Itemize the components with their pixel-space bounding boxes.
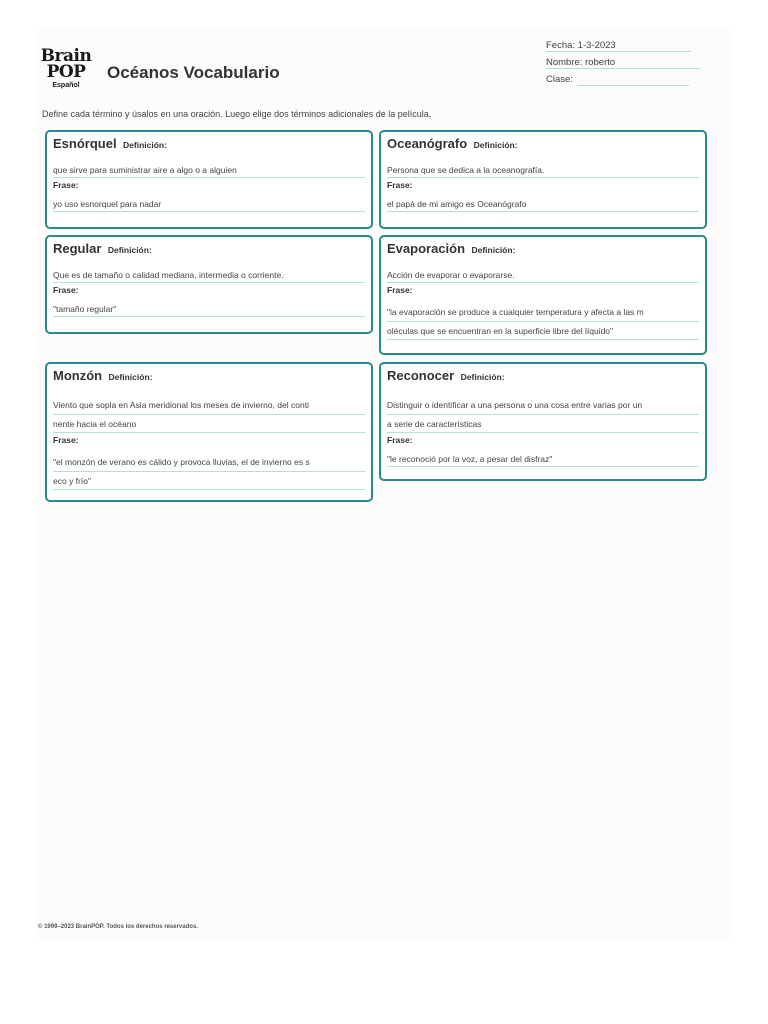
vocab-term: Reconocer xyxy=(387,368,455,383)
vocab-card xyxy=(45,130,373,229)
definition-text: a serie de características xyxy=(387,419,482,429)
vocab-card xyxy=(45,235,373,334)
definition-answer[interactable] xyxy=(387,164,699,178)
card-heading xyxy=(53,135,167,153)
sentence-text: "el monzón de verano es cálido y provoca lluvias, el de invierno es s xyxy=(53,453,365,472)
sentence-label: Frase: xyxy=(387,285,413,295)
vocab-card xyxy=(379,130,707,229)
card-heading xyxy=(387,367,505,385)
sentence-label: Frase: xyxy=(53,435,79,445)
definition-text: que sirve para suministrar aire a algo o a alguien xyxy=(53,165,237,175)
vocab-term: Esnórquel xyxy=(53,136,117,151)
definition-label: Definición: xyxy=(123,140,167,150)
card-heading xyxy=(387,240,515,258)
definition-text: Acción de evaporar o evaporarse. xyxy=(387,270,515,280)
definition-text: nente hacia el océano xyxy=(53,419,137,429)
definition-text: Distinguir o identificar a una persona o una cosa entre varias por un xyxy=(387,396,699,415)
vocab-card xyxy=(379,362,707,481)
definition-label: Definición: xyxy=(473,140,518,150)
definition-text: Que es de tamaño o calidad mediana, intermedia o corriente. xyxy=(53,270,284,280)
card-heading xyxy=(387,135,518,153)
sentence-text: "le reconoció por la voz, a pesar del disfraz" xyxy=(387,454,553,464)
sentence-text: "tamaño regular" xyxy=(53,304,117,314)
sentence-answer[interactable] xyxy=(53,198,365,212)
brainpop-logo: Brain POP Español xyxy=(40,46,92,89)
sentence-text: eco y frío" xyxy=(53,476,91,486)
card-heading xyxy=(53,367,152,385)
card-heading xyxy=(53,240,152,258)
definition-label: Definición: xyxy=(108,372,153,382)
definition-label: Definición: xyxy=(471,245,516,255)
vocab-term: Monzón xyxy=(53,368,103,383)
sentence-text: "la evaporación se produce a cualquier temperatura y afecta a las m xyxy=(387,303,699,322)
instructions: Define cada término y úsalos en una oración. Luego elige dos términos adicionales de la película. xyxy=(42,109,432,119)
definition-answer[interactable] xyxy=(53,164,365,178)
definition-answer[interactable] xyxy=(53,269,365,283)
name-field[interactable]: Nombre: roberto xyxy=(546,57,615,68)
vocab-term: Regular xyxy=(53,241,102,256)
date-field[interactable]: Fecha: 1-3-2023 xyxy=(546,40,616,51)
definition-text: Persona que se dedica a la oceanografía. xyxy=(387,165,545,175)
vocab-term: Evaporación xyxy=(387,241,466,256)
sentence-label: Frase: xyxy=(387,435,413,445)
sentence-answer[interactable] xyxy=(387,453,699,467)
definition-answer[interactable] xyxy=(387,396,699,433)
sentence-answer[interactable] xyxy=(53,303,365,317)
sentence-answer[interactable] xyxy=(53,453,365,490)
copyright: © 1999–2023 BrainPOP. Todos los derechos reservados. xyxy=(38,924,198,930)
definition-label: Definición: xyxy=(107,245,152,255)
definition-text: Viento que sopla en Asia meridional los meses de invierno, del conti xyxy=(53,396,365,415)
sentence-answer[interactable] xyxy=(387,198,699,212)
sentence-text: oléculas que se encuentran en la superficie libre del líquido" xyxy=(387,326,614,336)
definition-answer[interactable] xyxy=(53,396,365,433)
sentence-text: yo uso esnorquel para nadar xyxy=(53,199,162,209)
vocab-card xyxy=(45,362,373,502)
sentence-text: el papá de mi amigo es Oceanógrafo xyxy=(387,199,527,209)
sentence-label: Frase: xyxy=(387,180,413,190)
sentence-label: Frase: xyxy=(53,285,79,295)
page-title: Océanos Vocabulario xyxy=(107,63,280,82)
class-field[interactable]: Clase: xyxy=(546,74,573,85)
sentence-answer[interactable] xyxy=(387,303,699,340)
definition-label: Definición: xyxy=(460,372,505,382)
sentence-label: Frase: xyxy=(53,180,79,190)
vocab-card xyxy=(379,235,707,355)
definition-answer[interactable] xyxy=(387,269,699,283)
vocab-term: Oceanógrafo xyxy=(387,136,468,151)
